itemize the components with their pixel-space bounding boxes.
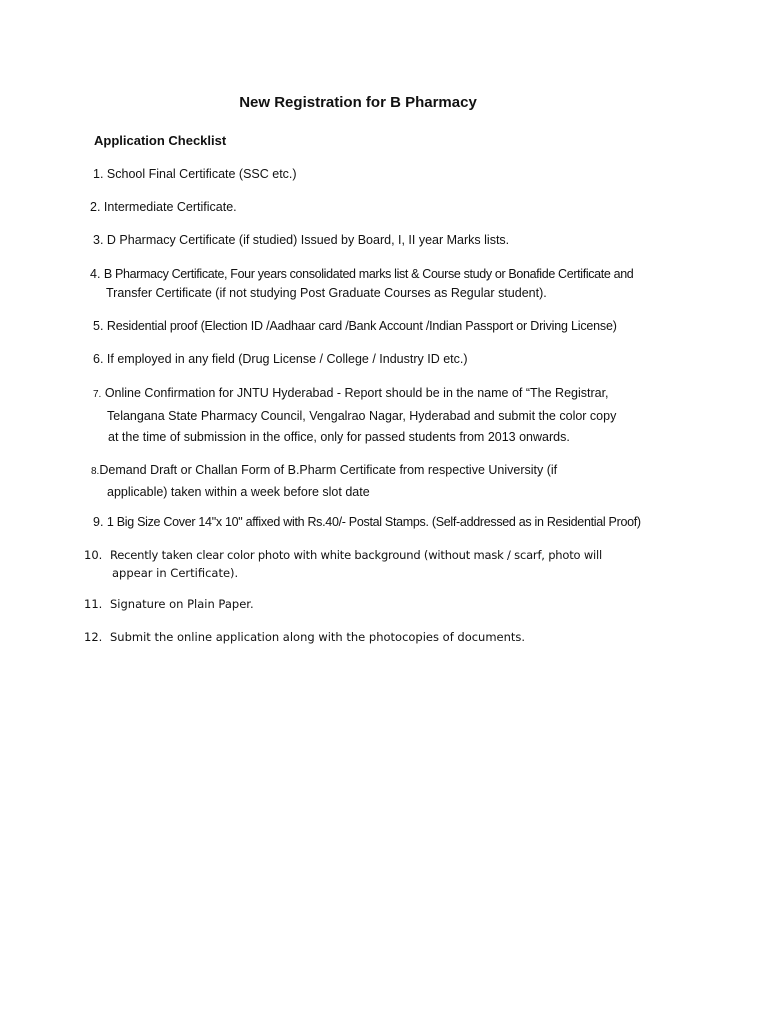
item-number: 11. (84, 597, 103, 611)
item-text: Residential proof (Election ID /Aadhaar card /Bank Account /Indian Passport or Driving License) (106, 319, 617, 333)
item-text: School Final Certificate (SSC etc.) (106, 167, 297, 181)
checklist-item-5 (93, 316, 617, 336)
checklist-item-7 (93, 383, 616, 447)
item-text: at the time of submission in the office, only for passed students from 2013 onwards. (108, 430, 570, 444)
checklist-item-2 (90, 197, 237, 217)
item-number: 3. (93, 233, 104, 247)
item-text: D Pharmacy Certificate (if studied) Issued by Board, I, II year Marks lists. (106, 233, 510, 247)
checklist-heading: Application Checklist (94, 133, 227, 148)
item-text: Intermediate Certificate. (103, 200, 237, 214)
checklist-item-9 (93, 512, 641, 532)
item-text: Demand Draft or Challan Form of B.Pharm Certificate from respective University (if (99, 463, 558, 477)
item-text: applicable) taken within a week before slot date (107, 485, 370, 499)
checklist-item-12 (84, 628, 525, 646)
checklist-item-8 (91, 460, 557, 502)
page-title: New Registration for B Pharmacy (239, 94, 477, 111)
item-text: Telangana State Pharmacy Council, Vengalrao Nagar, Hyderabad and submit the color copy (107, 409, 617, 423)
item-number: 10. (84, 548, 103, 562)
checklist-item-1 (93, 164, 297, 184)
item-number: 1. (93, 167, 104, 181)
item-text: If employed in any field (Drug License / College / Industry ID etc.) (106, 352, 468, 366)
item-number: 2. (90, 200, 101, 214)
checklist-item-11 (84, 595, 254, 613)
item-text: Signature on Plain Paper. (110, 597, 254, 611)
item-number: 6. (93, 352, 104, 366)
item-text: Online Confirmation for JNTU Hyderabad - Report should be in the name of “The Registrar, (104, 386, 609, 400)
item-text: B Pharmacy Certificate, Four years consolidated marks list & Course study or Bonafide Certificate and (103, 267, 634, 281)
checklist-item-4 (90, 264, 633, 303)
item-number: 8. (91, 466, 100, 477)
item-number: 9. (93, 515, 104, 529)
item-text: appear in Certificate). (112, 566, 239, 580)
item-number: 12. (84, 630, 103, 644)
item-number: 5. (93, 319, 104, 333)
item-text: Transfer Certificate (if not studying Post Graduate Courses as Regular student). (106, 286, 547, 300)
item-text: 1 Big Size Cover 14"x 10" affixed with Rs.40/- Postal Stamps. (Self-addressed as in Residential Proof) (106, 515, 641, 529)
checklist-item-10 (84, 546, 602, 582)
item-number: 4. (90, 267, 101, 281)
item-text: Recently taken clear color photo with white background (without mask / scarf, photo will (110, 548, 603, 562)
checklist-item-3 (93, 230, 509, 250)
item-number: 7. (93, 389, 102, 400)
item-text: Submit the online application along with the photocopies of documents. (110, 630, 526, 644)
checklist-item-6 (93, 349, 468, 369)
